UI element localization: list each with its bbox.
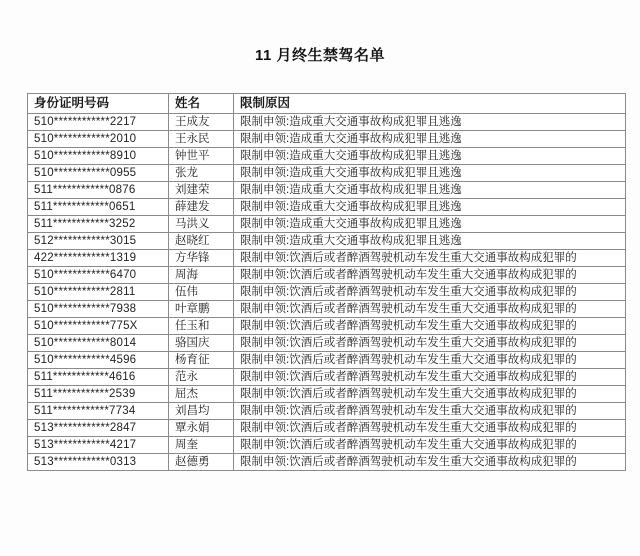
- cell-id: 513************0313: [28, 454, 169, 471]
- table-row: [28, 131, 626, 148]
- table-row: [28, 250, 626, 267]
- cell-id: 513************2847: [28, 420, 169, 437]
- cell-reason: 限制申领:饮酒后或者醉酒驾驶机动车发生重大交通事故构成犯罪的: [234, 284, 626, 301]
- cell-reason: 限制申领:饮酒后或者醉酒驾驶机动车发生重大交通事故构成犯罪的: [234, 420, 626, 437]
- cell-reason: 限制申领:造成重大交通事故构成犯罪且逃逸: [234, 233, 626, 250]
- cell-id: 511************2539: [28, 386, 169, 403]
- cell-id: 511************4616: [28, 369, 169, 386]
- header-row: [28, 94, 626, 114]
- cell-id: 510************2217: [28, 114, 169, 131]
- cell-reason: 限制申领:造成重大交通事故构成犯罪且逃逸: [234, 131, 626, 148]
- cell-name: 方华锋: [169, 250, 234, 267]
- cell-name: 屈杰: [169, 386, 234, 403]
- cell-id: 513************4217: [28, 437, 169, 454]
- cell-id: 511************0876: [28, 182, 169, 199]
- table-row: [28, 335, 626, 352]
- cell-name: 薛建发: [169, 199, 234, 216]
- cell-reason: 限制申领:饮酒后或者醉酒驾驶机动车发生重大交通事故构成犯罪的: [234, 250, 626, 267]
- cell-name: 马洪义: [169, 216, 234, 233]
- cell-reason: 限制申领:饮酒后或者醉酒驾驶机动车发生重大交通事故构成犯罪的: [234, 301, 626, 318]
- table-header: [28, 94, 626, 114]
- cell-reason: 限制申领:造成重大交通事故构成犯罪且逃逸: [234, 199, 626, 216]
- cell-id: 510************4596: [28, 352, 169, 369]
- table-row: [28, 318, 626, 335]
- cell-reason: 限制申领:造成重大交通事故构成犯罪且逃逸: [234, 114, 626, 131]
- cell-name: 周奎: [169, 437, 234, 454]
- cell-reason: 限制申领:造成重大交通事故构成犯罪且逃逸: [234, 182, 626, 199]
- table-row: [28, 420, 626, 437]
- cell-name: 张龙: [169, 165, 234, 182]
- table-body: [28, 114, 626, 471]
- table-row: [28, 437, 626, 454]
- cell-reason: 限制申领:造成重大交通事故构成犯罪且逃逸: [234, 165, 626, 182]
- cell-id: 510************7938: [28, 301, 169, 318]
- cell-reason: 限制申领:饮酒后或者醉酒驾驶机动车发生重大交通事故构成犯罪的: [234, 352, 626, 369]
- table-row: [28, 148, 626, 165]
- table-row: [28, 454, 626, 471]
- cell-name: 赵德勇: [169, 454, 234, 471]
- table-row: [28, 386, 626, 403]
- table-row: [28, 369, 626, 386]
- cell-id: 511************3252: [28, 216, 169, 233]
- cell-reason: 限制申领:饮酒后或者醉酒驾驶机动车发生重大交通事故构成犯罪的: [234, 454, 626, 471]
- cell-id: 510************8014: [28, 335, 169, 352]
- cell-name: 覃永娟: [169, 420, 234, 437]
- cell-id: 510************775X: [28, 318, 169, 335]
- cell-reason: 限制申领:造成重大交通事故构成犯罪且逃逸: [234, 148, 626, 165]
- cell-reason: 限制申领:饮酒后或者醉酒驾驶机动车发生重大交通事故构成犯罪的: [234, 386, 626, 403]
- cell-reason: 限制申领:饮酒后或者醉酒驾驶机动车发生重大交通事故构成犯罪的: [234, 437, 626, 454]
- table-row: [28, 182, 626, 199]
- cell-reason: 限制申领:饮酒后或者醉酒驾驶机动车发生重大交通事故构成犯罪的: [234, 403, 626, 420]
- cell-reason: 限制申领:饮酒后或者醉酒驾驶机动车发生重大交通事故构成犯罪的: [234, 335, 626, 352]
- cell-name: 钟世平: [169, 148, 234, 165]
- cell-name: 骆国庆: [169, 335, 234, 352]
- cell-name: 叶章鹏: [169, 301, 234, 318]
- cell-id: 511************7734: [28, 403, 169, 420]
- table-row: [28, 199, 626, 216]
- cell-name: 杨育征: [169, 352, 234, 369]
- cell-name: 伍伟: [169, 284, 234, 301]
- table-row: [28, 233, 626, 250]
- cell-name: 范永: [169, 369, 234, 386]
- column-header-id: 身份证明号码: [28, 94, 169, 114]
- cell-reason: 限制申领:饮酒后或者醉酒驾驶机动车发生重大交通事故构成犯罪的: [234, 369, 626, 386]
- page-title: 11 月终生禁驾名单: [254, 47, 386, 64]
- cell-reason: 限制申领:饮酒后或者醉酒驾驶机动车发生重大交通事故构成犯罪的: [234, 267, 626, 284]
- table-row: [28, 352, 626, 369]
- cell-id: 510************8910: [28, 148, 169, 165]
- cell-name: 王成友: [169, 114, 234, 131]
- cell-name: 刘建荣: [169, 182, 234, 199]
- table-row: [28, 165, 626, 182]
- cell-id: 510************6470: [28, 267, 169, 284]
- cell-name: 周海: [169, 267, 234, 284]
- cell-id: 512************3015: [28, 233, 169, 250]
- cell-id: 511************0651: [28, 199, 169, 216]
- cell-id: 510************2010: [28, 131, 169, 148]
- cell-name: 王永民: [169, 131, 234, 148]
- cell-name: 任玉和: [169, 318, 234, 335]
- table-row: [28, 301, 626, 318]
- cell-name: 赵晓红: [169, 233, 234, 250]
- cell-id: 510************0955: [28, 165, 169, 182]
- table-row: [28, 284, 626, 301]
- cell-id: 422************1319: [28, 250, 169, 267]
- table-row: [28, 403, 626, 420]
- cell-id: 510************2811: [28, 284, 169, 301]
- ban-list-table: [27, 93, 626, 471]
- cell-reason: 限制申领:饮酒后或者醉酒驾驶机动车发生重大交通事故构成犯罪的: [234, 318, 626, 335]
- table-row: [28, 267, 626, 284]
- table-row: [28, 114, 626, 131]
- cell-name: 刘昌均: [169, 403, 234, 420]
- table-row: [28, 216, 626, 233]
- column-header-reason: 限制原因: [234, 94, 626, 114]
- column-header-name: 姓名: [169, 94, 234, 114]
- cell-reason: 限制申领:造成重大交通事故构成犯罪且逃逸: [234, 216, 626, 233]
